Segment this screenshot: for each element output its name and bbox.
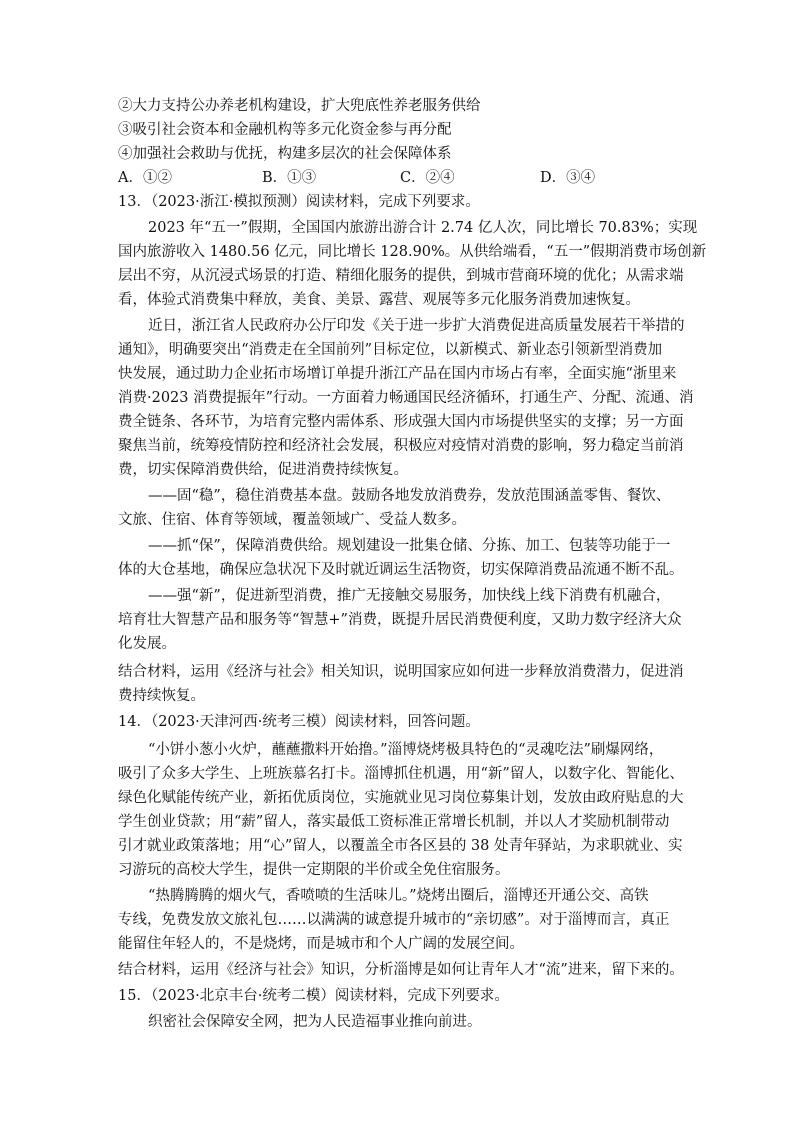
q13-p2-line: 聚焦当前，统筹疫情防控和经济社会发展，积极应对疫情对消费的影响，努力稳定当前消 — [118, 438, 684, 454]
q13-p5-line: 培育壮大智慧产品和服务等“智慧+”消费，既提升居民消费便利度，又助力数字经济大众 — [118, 612, 682, 628]
q12-option-c: C．②④ — [400, 170, 455, 186]
q14-p1-line: 引才就业政策落地；用“心”留人，以覆盖全市各区县的 38 处青年驿站，为求职就业、实 — [118, 838, 683, 854]
q14-p2-line: 专线，免费发放文旅礼包……以满满的诚意提升城市的“亲切感”。对于淄博而言，真正 — [118, 912, 670, 928]
q13-p1-line: 国内旅游收入 1480.56 亿元，同比增长 128.90%。从供给端看，“五一”假期消费市场创新 — [118, 244, 707, 260]
q12-option-b: B．①③ — [262, 170, 317, 186]
q13-task-line: 结合材料，运用《经济与社会》相关知识，说明国家应如何进一步释放消费潜力，促进消 — [118, 664, 684, 680]
q14-p1-line: 吸引了众多大学生、上班族慕名打卡。淄博抓住机遇，用“新”留人，以数字化、智能化、 — [118, 766, 684, 782]
q13-p2-line: 费，切实保障消费供给，促进消费持续恢复。 — [118, 462, 408, 478]
q14-p2-line: 能留住年轻人的，不是烧烤，而是城市和个人广阔的发展空间。 — [118, 936, 524, 952]
q14-p1-line: 绿色化赋能传统产业，新拓优质岗位，实施就业见习岗位募集计划，发放由政府贴息的大 — [118, 790, 684, 806]
q13-p3-line: 文旅、住宿、体育等领域，覆盖领域广、受益人数多。 — [118, 512, 466, 528]
q13-p1-line: 层出不穷，从沉浸式场景的打造、精细化服务的提供，到城市营商环境的优化；从需求端 — [118, 268, 684, 284]
q13-p2-line: 通知》，明确要突出“消费走在全国前列”目标定位，以新模式、新业态引领新型消费加 — [118, 342, 663, 358]
q12-item-2: ②大力支持公办养老机构建设，扩大兜底性养老服务供给 — [118, 98, 481, 114]
q13-p2-line: 快发展，通过助力企业拓市场增订单提升浙江产品在国内市场占有率，全面实施“浙里来 — [118, 366, 677, 382]
q14-p1-line: 习游玩的高校大学生，提供一定期限的半价或全免住宿服务。 — [118, 862, 510, 878]
q13-p2-line: 费全链条、各环节，为培育完整内需体系、形成强大国内市场提供坚实的支撑；另一方面 — [118, 414, 684, 430]
q14-p1-line: “小饼小葱小火炉，蘸蘸撒料开始撸。”淄博烧烤极具特色的“灵魂吃法”刷爆网络， — [148, 742, 664, 758]
q13-p2-line: 消费·2023 消费提振年”行动。一方面着力畅通国民经济循环，打通生产、分配、流通、消 — [118, 390, 694, 406]
q14-header: 14．（2023·天津河西·统考三模）阅读材料，回答问题。 — [118, 714, 480, 730]
q12-item-3: ③吸引社会资本和金融机构等多元化资金参与再分配 — [118, 122, 452, 138]
q14-p2-line: “热腾腾腾的烟火气，香喷喷的生活味儿。”烧烤出圈后，淄博还开通公交、高铁 — [148, 888, 649, 904]
q13-p1-line: 看，体验式消费集中释放，美食、美景、露营、观展等多元化服务消费加速恢复。 — [118, 292, 640, 308]
q14-p1-line: 学生创业贷款；用“薪”留人，落实最低工资标准正常增长机制，并以人才奖励机制带动 — [118, 814, 670, 830]
q15-p1-line: 织密社会保障安全网，把为人民造福事业推向前进。 — [148, 1014, 482, 1030]
q15-header: 15．（2023·北京丰台·统考二模）阅读材料，完成下列要求。 — [118, 988, 509, 1004]
q13-p3-line: ——固“稳”，稳住消费基本盘。鼓励各地发放消费券，发放范围涵盖零售、餐饮、 — [148, 488, 671, 504]
q12-item-4: ④加强社会救助与优抚，构建多层次的社会保障体系 — [118, 146, 452, 162]
q12-option-a: A．①② — [118, 170, 172, 186]
q14-task: 结合材料，运用《经济与社会》知识，分析淄博是如何让青年人才“流”进来，留下来的。 — [118, 962, 684, 978]
q13-p4-line: 体的大仓基地，确保应急状况下及时就近调运生活物资，切实保障消费品流通不断不乱。 — [118, 562, 684, 578]
q13-p5-line: ——强“新”，促进新型消费，推广无接触交易服务，加快线上线下消费有机融合， — [148, 588, 671, 604]
q13-p1-line: 2023 年“五一”假期，全国国内旅游出游合计 2.74 亿人次，同比增长 70.83%；实现 — [148, 220, 698, 236]
q13-p5-line: 化发展。 — [118, 636, 176, 652]
q12-option-d: D．③④ — [540, 170, 596, 186]
q13-p2-line: 近日，浙江省人民政府办公厅印发《关于进一步扩大消费促进高质量发展若干举措的 — [148, 318, 685, 334]
q13-header: 13．（2023·浙江·模拟预测）阅读材料，完成下列要求。 — [118, 194, 480, 210]
q13-p4-line: ——抓“保”，保障消费供给。规划建设一批集仓储、分拣、加工、包装等功能于一 — [148, 538, 671, 554]
q13-task-line: 费持续恢复。 — [118, 688, 205, 704]
